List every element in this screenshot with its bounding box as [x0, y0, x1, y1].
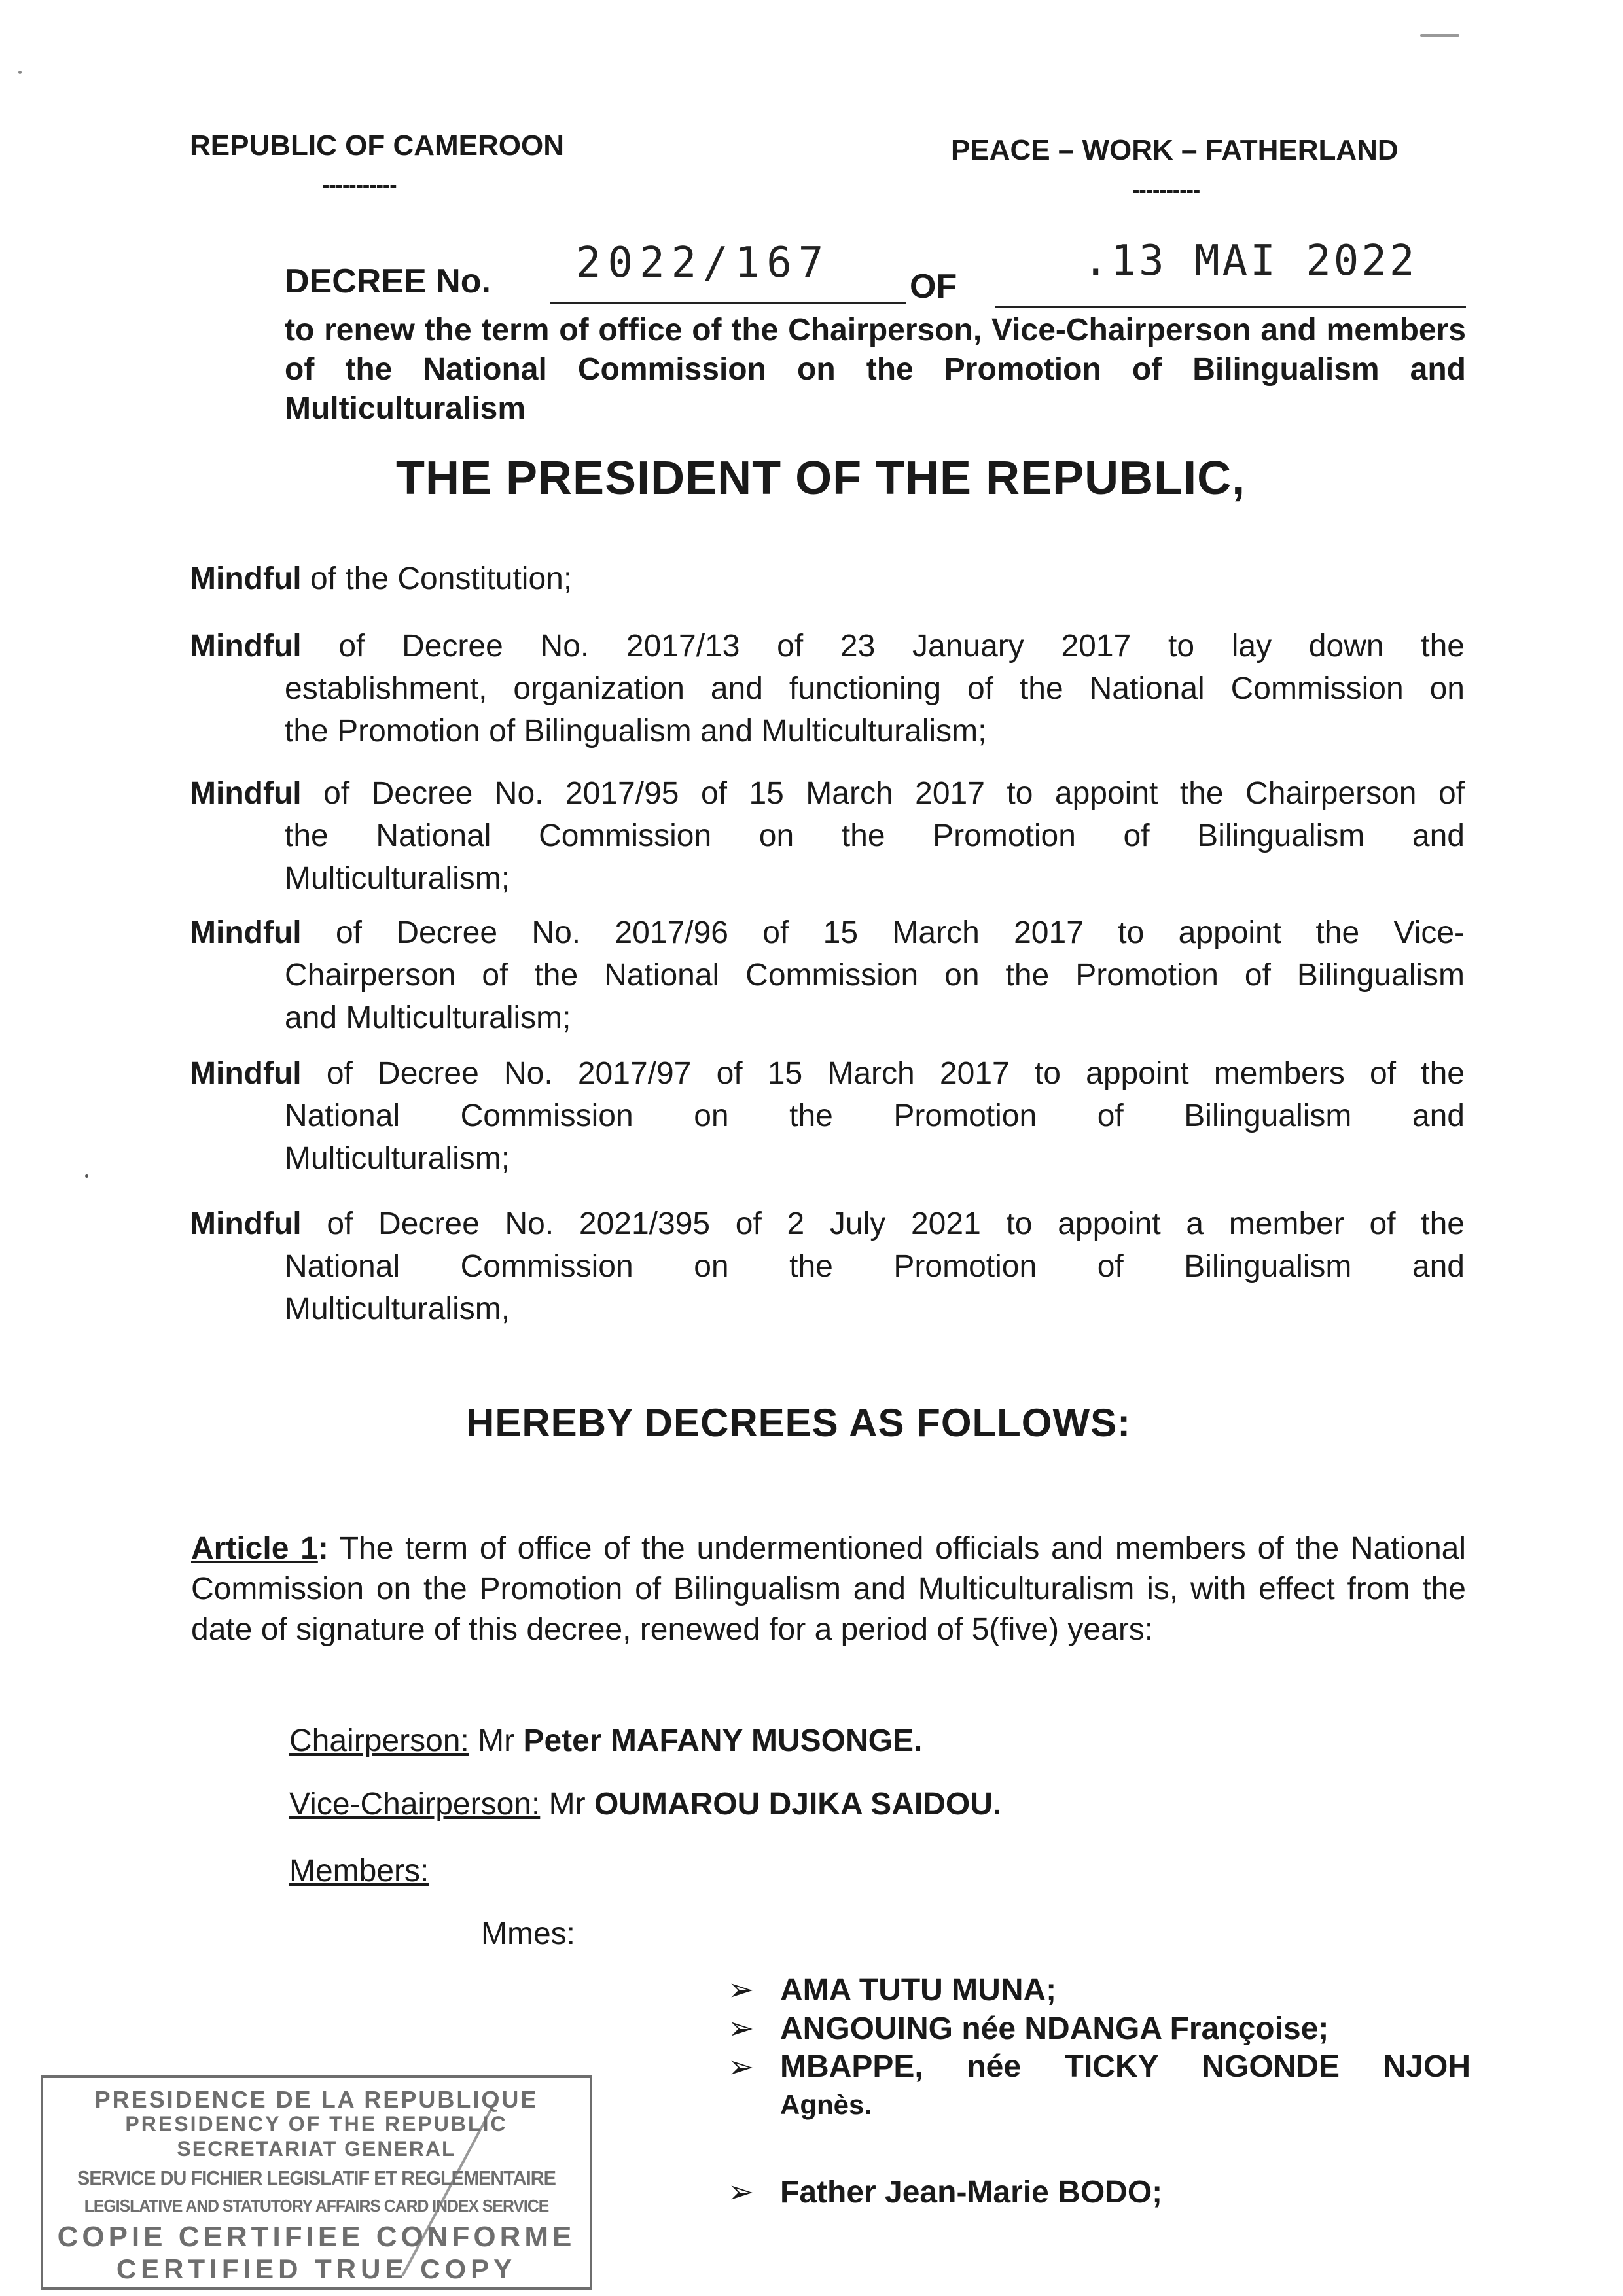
- mindful-clause-1: [190, 557, 1465, 600]
- header-left-rule: -----------: [322, 173, 397, 198]
- mindful-lead: Mindful: [190, 1207, 302, 1241]
- decree-label: DECREE No.: [285, 262, 491, 300]
- stamp-line-6: COPIE CERTIFIEE CONFORME: [57, 2221, 576, 2253]
- mindful-text: of the Constitution;: [310, 561, 573, 596]
- mindful-body-line: and Multiculturalism;: [285, 1000, 571, 1035]
- president-heading: THE PRESIDENT OF THE REPUBLIC,: [396, 452, 1246, 504]
- mindful-body-line: National Commission on the Promotion of Bilingualism and: [285, 1099, 1465, 1133]
- stamp-line-3: SECRETARIAT GENERAL: [177, 2137, 456, 2161]
- member-name: ANGOUING née NDANGA Françoise;: [780, 2011, 1329, 2046]
- chairperson-line: [289, 1723, 922, 1759]
- article-text: The term of office of the undermentioned officials and members of the National Commission on the Promotion of Bilingualism and Multiculturalism is, with effect from the date of signature of this decree, renewed for a period of 5(five) years:: [191, 1531, 1467, 1647]
- members-label: Members:: [289, 1854, 429, 1888]
- bullet-arrow-icon: ➢: [728, 2011, 755, 2046]
- certified-copy-stamp: [41, 2075, 592, 2290]
- mindful-first-line: [190, 772, 1465, 815]
- member-item: [728, 2010, 1329, 2047]
- decree-date-blank: [995, 306, 1466, 308]
- vice-chairperson-role: Vice-Chairperson:: [289, 1787, 541, 1822]
- mindful-body-line: Multiculturalism;: [285, 1141, 510, 1176]
- member-item: [728, 2049, 1471, 2121]
- scan-mark: [1420, 34, 1459, 37]
- mindful-text: of Decree No. 2017/97 of 15 March 2017 to appoint members of the: [326, 1056, 1465, 1091]
- member-item: [728, 1971, 1056, 2008]
- chairperson-name: Peter MAFANY MUSONGE.: [523, 1723, 923, 1758]
- mindful-clause-4: [190, 911, 1465, 1039]
- mindful-body-line: Multiculturalism;: [285, 861, 510, 896]
- decree-date-stamp: .13 MAI 2022: [1083, 237, 1418, 285]
- member-name: MBAPPE, née TICKY NGONDE NJOH: [780, 2049, 1471, 2084]
- mindful-text: of Decree No. 2017/95 of 15 March 2017 to appoint the Chairperson of: [323, 776, 1465, 811]
- mindful-body-line: Chairperson of the National Commission on the Promotion of Bilingualism: [285, 958, 1465, 993]
- mindful-clause-5: [190, 1052, 1465, 1180]
- bullet-arrow-icon: ➢: [728, 2175, 755, 2210]
- mindful-body-line: National Commission on the Promotion of Bilingualism and: [285, 1249, 1465, 1284]
- mindful-body-line: establishment, organization and functioning of the National Commission on: [285, 671, 1465, 706]
- scan-speck: [18, 71, 22, 74]
- mindful-lead: Mindful: [190, 1056, 302, 1091]
- mmes-label: Mmes:: [481, 1916, 575, 1951]
- member-item: [728, 2174, 1162, 2210]
- mindful-text: of Decree No. 2017/13 of 23 January 2017 to lay down the: [338, 629, 1465, 663]
- stamp-line-2: PRESIDENCY OF THE REPUBLIC: [125, 2112, 508, 2136]
- mindful-body-line: the National Commission on the Promotion of Bilingualism and: [285, 819, 1465, 853]
- member-name: AMA TUTU MUNA;: [780, 1973, 1057, 2007]
- mindful-lead: Mindful: [190, 561, 302, 596]
- mindful-body-line: Multiculturalism,: [285, 1292, 510, 1326]
- mindful-text: of Decree No. 2017/96 of 15 March 2017 to appoint the Vice-: [335, 915, 1465, 950]
- mindful-lead: Mindful: [190, 915, 302, 950]
- bullet-arrow-icon: ➢: [728, 1973, 755, 2007]
- mindful-first-line: [190, 625, 1465, 667]
- vice-chairperson-line: [289, 1786, 1001, 1822]
- vice-chairperson-title: Mr: [548, 1787, 586, 1822]
- header-left: REPUBLIC OF CAMEROON: [190, 130, 564, 162]
- scan-speck: [85, 1174, 88, 1178]
- article-1: [191, 1528, 1466, 1650]
- member-name-cont: Agnès.: [780, 2089, 872, 2120]
- decree-of-label: OF: [910, 268, 957, 306]
- stamp-line-1: PRESIDENCE DE LA REPUBLIQUE: [94, 2086, 539, 2113]
- mindful-lead: Mindful: [190, 629, 302, 663]
- chairperson-role: Chairperson:: [289, 1723, 469, 1758]
- decree-number-handwritten: 2022/167: [576, 239, 830, 287]
- stamp-line-4: SERVICE DU FICHIER LEGISLATIF ET REGLEMENTAIRE: [77, 2166, 556, 2189]
- vice-chairperson-name: OUMAROU DJIKA SAIDOU.: [594, 1787, 1002, 1822]
- mindful-first-line: [190, 1203, 1465, 1245]
- mindful-clause-2: [190, 625, 1465, 752]
- mindful-body-line: the Promotion of Bilingualism and Multiculturalism;: [285, 714, 987, 749]
- stamp-line-5: LEGISLATIVE AND STATUTORY AFFAIRS CARD INDEX SERVICE: [84, 2196, 549, 2216]
- decrees-heading: HEREBY DECREES AS FOLLOWS:: [466, 1401, 1132, 1445]
- mindful-lead: Mindful: [190, 776, 302, 811]
- mindful-first-line: [190, 911, 1465, 954]
- decree-subject: to renew the term of office of the Chairperson, Vice-Chairperson and members of the National Commission on the Promotion of Bilingualism and Multiculturalism: [285, 313, 1466, 426]
- mindful-first-line: [190, 1052, 1465, 1095]
- header-right-rule: ----------: [1132, 178, 1200, 203]
- article-colon: :: [317, 1531, 329, 1566]
- stamp-line-7: CERTIFIED TRUE COPY: [116, 2253, 517, 2284]
- article-label: Article 1: [191, 1531, 318, 1566]
- mindful-text: of Decree No. 2021/395 of 2 July 2021 to appoint a member of the: [327, 1207, 1465, 1241]
- mindful-clause-3: [190, 772, 1465, 900]
- decree-number-blank: [550, 302, 906, 304]
- mindful-clause-6: [190, 1203, 1465, 1330]
- header-right: PEACE – WORK – FATHERLAND: [951, 134, 1399, 166]
- member-name: Father Jean-Marie BODO;: [780, 2175, 1163, 2210]
- chairperson-title: Mr: [478, 1723, 515, 1758]
- bullet-arrow-icon: ➢: [728, 2050, 755, 2085]
- members-line: [289, 1853, 429, 1889]
